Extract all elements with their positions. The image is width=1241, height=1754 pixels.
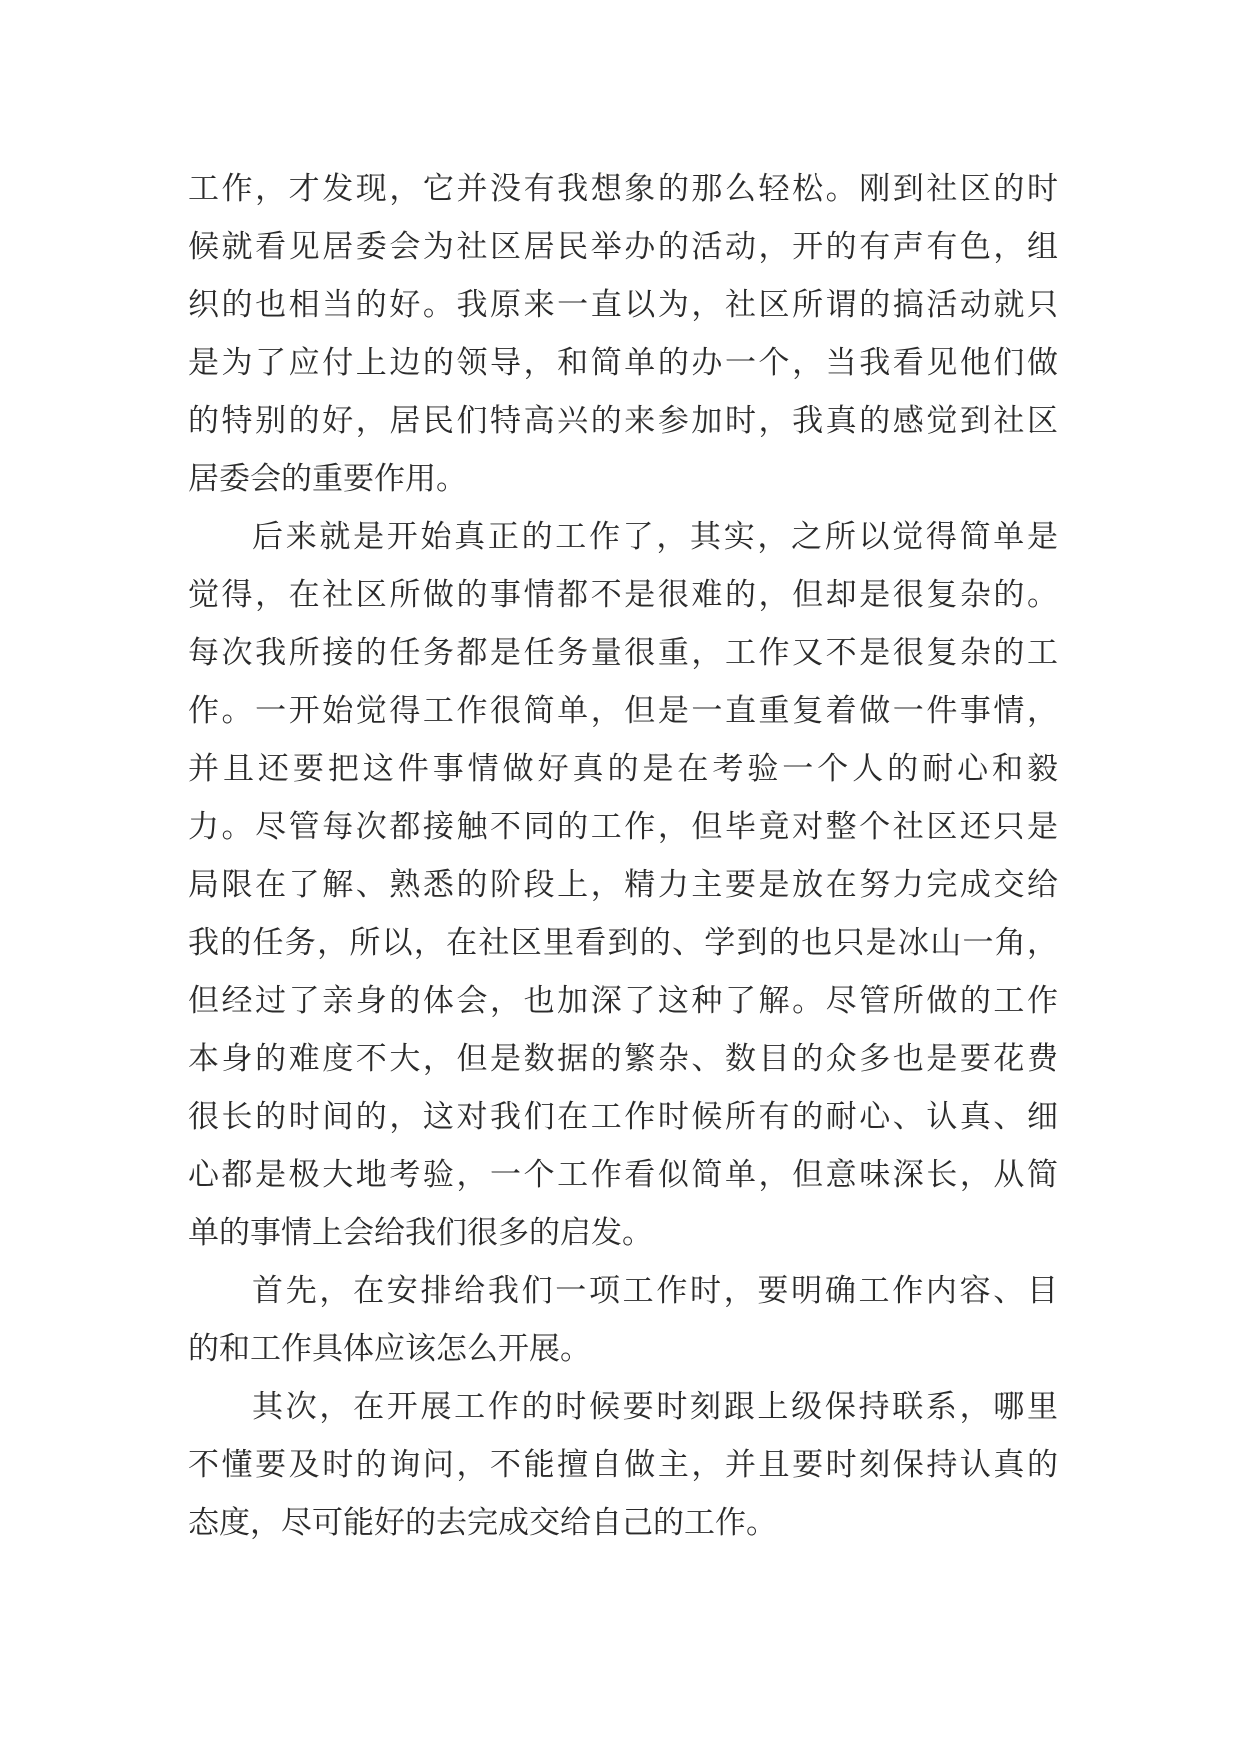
text-line: 候就看见居委会为社区居民举办的活动，开的有声有色，组: [188, 229, 1058, 265]
text-line: 我的任务，所以，在社区里看到的、学到的也只是冰山一角，: [188, 925, 1058, 961]
text-line: 但经过了亲身的体会，也加深了这种了解。尽管所做的工作: [188, 983, 1058, 1019]
text-line: 工作，才发现，它并没有我想象的那么轻松。刚到社区的时: [188, 171, 1058, 207]
text-line: 的特别的好，居民们特高兴的来参加时，我真的感觉到社区: [188, 403, 1058, 439]
text-line: 本身的难度不大，但是数据的繁杂、数目的众多也是要花费: [188, 1041, 1058, 1077]
text-line: 局限在了解、熟悉的阶段上，精力主要是放在努力完成交给: [188, 867, 1058, 903]
text-line: 后来就是开始真正的工作了，其实，之所以觉得简单是: [252, 519, 1058, 555]
document-body: [188, 160, 1058, 1552]
text-line: 每次我所接的任务都是任务量很重，工作又不是很复杂的工: [188, 635, 1058, 671]
text-line: 的和工作具体应该怎么开展。: [188, 1331, 591, 1367]
text-line: 作。一开始觉得工作很简单，但是一直重复着做一件事情，: [188, 693, 1058, 729]
text-line: 织的也相当的好。我原来一直以为，社区所谓的搞活动就只: [188, 287, 1058, 323]
text-line: 力。尽管每次都接触不同的工作，但毕竟对整个社区还只是: [188, 809, 1058, 845]
text-line: 觉得，在社区所做的事情都不是很难的，但却是很复杂的。: [188, 577, 1058, 613]
text-line: 并且还要把这件事情做好真的是在考验一个人的耐心和毅: [188, 751, 1058, 787]
text-line: 首先，在安排给我们一项工作时，要明确工作内容、目: [252, 1273, 1058, 1309]
text-line: 居委会的重要作用。: [188, 461, 467, 497]
text-line: 单的事情上会给我们很多的启发。: [188, 1215, 653, 1251]
text-line: 心都是极大地考验，一个工作看似简单，但意味深长，从简: [188, 1157, 1058, 1193]
text-line: 不懂要及时的询问，不能擅自做主，并且要时刻保持认真的: [188, 1447, 1058, 1483]
text-line: 态度，尽可能好的去完成交给自己的工作。: [188, 1505, 777, 1541]
text-line: 其次，在开展工作的时候要时刻跟上级保持联系，哪里: [252, 1389, 1058, 1425]
text-line: 很长的时间的，这对我们在工作时候所有的耐心、认真、细: [188, 1099, 1058, 1135]
text-line: 是为了应付上边的领导，和简单的办一个，当我看见他们做: [188, 345, 1058, 381]
